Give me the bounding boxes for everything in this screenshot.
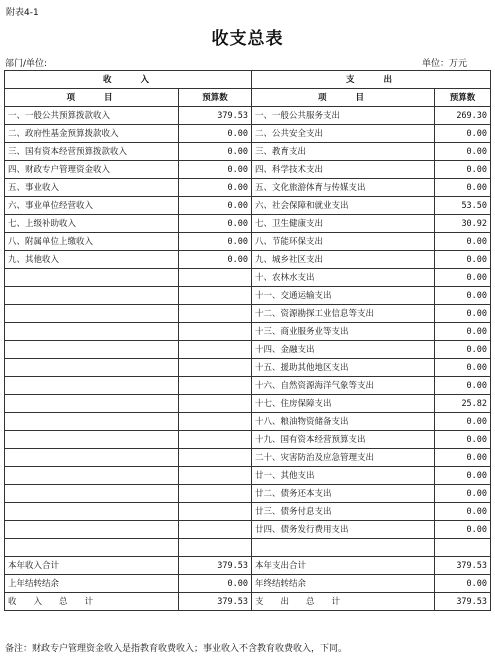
income-item-cell: [5, 359, 179, 377]
expense-item-cell: 十、农林水支出: [252, 269, 435, 287]
income-item-cell: 收 入 总 计: [5, 593, 179, 611]
expense-amount-cell: 0.00: [435, 251, 491, 269]
table-row: [5, 449, 491, 467]
table-row: [5, 467, 491, 485]
table-row: [5, 593, 491, 611]
income-amount-cell: [179, 503, 252, 521]
income-item-cell: [5, 377, 179, 395]
expense-amount-cell: 269.30: [435, 107, 491, 125]
income-item-cell: 一、一般公共预算拨款收入: [5, 107, 179, 125]
footnote: 备注：财政专户管理资金收入是指教育收费收入；事业收入不含教育收费收入，下同。: [5, 644, 348, 654]
expense-amount-cell: 53.50: [435, 197, 491, 215]
income-amount-cell: 0.00: [179, 215, 252, 233]
table-row: [5, 305, 491, 323]
expense-amount-cell: 0.00: [435, 143, 491, 161]
income-amount-cell: 0.00: [179, 125, 252, 143]
income-budget-header: 预算数: [179, 89, 252, 107]
income-item-cell: [5, 521, 179, 539]
expense-amount-cell: 0.00: [435, 377, 491, 395]
table-row: [5, 179, 491, 197]
table-row: [5, 503, 491, 521]
income-amount-cell: [179, 449, 252, 467]
income-amount-cell: 0.00: [179, 575, 252, 593]
table-row: [5, 575, 491, 593]
expense-item-cell: 十七、住房保障支出: [252, 395, 435, 413]
expense-item-cell: 二十、灾害防治及应急管理支出: [252, 449, 435, 467]
expense-amount-cell: 0.00: [435, 503, 491, 521]
income-amount-cell: 0.00: [179, 161, 252, 179]
table-row: [5, 521, 491, 539]
expense-amount-cell: 0.00: [435, 323, 491, 341]
income-amount-cell: [179, 467, 252, 485]
income-amount-cell: [179, 431, 252, 449]
income-amount-cell: [179, 323, 252, 341]
income-amount-cell: [179, 395, 252, 413]
expense-item-cell: 七、卫生健康支出: [252, 215, 435, 233]
income-amount-cell: 0.00: [179, 179, 252, 197]
expense-amount-cell: 0.00: [435, 269, 491, 287]
income-amount-cell: 0.00: [179, 143, 252, 161]
expense-amount-cell: 25.82: [435, 395, 491, 413]
expense-item-cell: 支 出 总 计: [252, 593, 435, 611]
expense-item-header: 项 目: [252, 89, 435, 107]
income-amount-cell: [179, 521, 252, 539]
column-header-row: [5, 89, 491, 107]
expense-amount-cell: 0.00: [435, 575, 491, 593]
expense-item-cell: 廿二、债务还本支出: [252, 485, 435, 503]
expense-item-cell: 一、一般公共服务支出: [252, 107, 435, 125]
expense-item-cell: 十六、自然资源海洋气象等支出: [252, 377, 435, 395]
unit-label: 单位：万元: [421, 59, 467, 69]
income-item-cell: 四、财政专户管理资金收入: [5, 161, 179, 179]
income-item-cell: 六、事业单位经营收入: [5, 197, 179, 215]
income-item-cell: 九、其他收入: [5, 251, 179, 269]
expense-section-header: 支 出: [252, 71, 491, 89]
income-item-header: 项 目: [5, 89, 179, 107]
table-row: [5, 107, 491, 125]
expense-budget-header: 预算数: [435, 89, 491, 107]
expense-item-cell: 五、文化旅游体育与传媒支出: [252, 179, 435, 197]
income-item-cell: 二、政府性基金预算拨款收入: [5, 125, 179, 143]
table-number-label: 附表4-1: [6, 8, 39, 18]
table-row: [5, 197, 491, 215]
expense-item-cell: 年终结转结余: [252, 575, 435, 593]
table-row: [5, 287, 491, 305]
expense-item-cell: 十五、援助其他地区支出: [252, 359, 435, 377]
income-amount-cell: [179, 305, 252, 323]
expense-amount-cell: 0.00: [435, 485, 491, 503]
expense-amount-cell: 0.00: [435, 449, 491, 467]
expense-item-cell: 廿四、债务发行费用支出: [252, 521, 435, 539]
expense-item-cell: 本年支出合计: [252, 557, 435, 575]
expense-item-cell: 八、节能环保支出: [252, 233, 435, 251]
expense-amount-cell: 0.00: [435, 179, 491, 197]
expense-amount-cell: 379.53: [435, 557, 491, 575]
income-item-cell: [5, 341, 179, 359]
table-row: [5, 359, 491, 377]
expense-item-cell: 六、社会保障和就业支出: [252, 197, 435, 215]
income-amount-cell: 379.53: [179, 557, 252, 575]
expense-item-cell: 三、教育支出: [252, 143, 435, 161]
page-title: 收支总表: [211, 29, 284, 49]
expense-item-cell: 十三、商业服务业等支出: [252, 323, 435, 341]
income-amount-cell: [179, 413, 252, 431]
expense-amount-cell: 0.00: [435, 305, 491, 323]
income-amount-cell: [179, 287, 252, 305]
expense-item-cell: [252, 539, 435, 557]
income-item-cell: 三、国有资本经营预算拨款收入: [5, 143, 179, 161]
table-row: [5, 161, 491, 179]
income-item-cell: [5, 287, 179, 305]
budget-summary-table: [4, 70, 491, 611]
income-amount-cell: [179, 485, 252, 503]
expense-amount-cell: 0.00: [435, 125, 491, 143]
income-item-cell: [5, 395, 179, 413]
expense-amount-cell: [435, 539, 491, 557]
table-row: [5, 539, 491, 557]
expense-item-cell: 廿一、其他支出: [252, 467, 435, 485]
expense-amount-cell: 0.00: [435, 467, 491, 485]
income-item-cell: [5, 305, 179, 323]
table-row: [5, 377, 491, 395]
income-amount-cell: [179, 539, 252, 557]
income-amount-cell: 0.00: [179, 251, 252, 269]
expense-amount-cell: 0.00: [435, 413, 491, 431]
income-item-cell: [5, 413, 179, 431]
expense-item-cell: 十一、交通运输支出: [252, 287, 435, 305]
expense-item-cell: 十四、金融支出: [252, 341, 435, 359]
table-row: [5, 557, 491, 575]
table-row: [5, 341, 491, 359]
income-item-cell: 五、事业收入: [5, 179, 179, 197]
income-amount-cell: 379.53: [179, 107, 252, 125]
income-item-cell: [5, 467, 179, 485]
table-row: [5, 143, 491, 161]
table-row: [5, 431, 491, 449]
expense-amount-cell: 0.00: [435, 287, 491, 305]
expense-item-cell: 十八、粮油物资储备支出: [252, 413, 435, 431]
table-row: [5, 269, 491, 287]
income-amount-cell: 0.00: [179, 233, 252, 251]
income-item-cell: [5, 503, 179, 521]
income-amount-cell: [179, 377, 252, 395]
expense-item-cell: 廿三、债务付息支出: [252, 503, 435, 521]
table-row: [5, 233, 491, 251]
expense-amount-cell: 0.00: [435, 521, 491, 539]
income-item-cell: [5, 323, 179, 341]
expense-amount-cell: 0.00: [435, 233, 491, 251]
income-amount-cell: [179, 341, 252, 359]
expense-item-cell: 十九、国有资本经营预算支出: [252, 431, 435, 449]
income-item-cell: 七、上级补助收入: [5, 215, 179, 233]
expense-amount-cell: 0.00: [435, 431, 491, 449]
table-row: [5, 125, 491, 143]
section-header-row: [5, 71, 491, 89]
table-row: [5, 413, 491, 431]
income-item-cell: [5, 539, 179, 557]
expense-amount-cell: 0.00: [435, 341, 491, 359]
income-section-header: 收 入: [5, 71, 252, 89]
expense-item-cell: 九、城乡社区支出: [252, 251, 435, 269]
income-item-cell: [5, 431, 179, 449]
expense-item-cell: 四、科学技术支出: [252, 161, 435, 179]
income-item-cell: [5, 485, 179, 503]
department-label: 部门/单位:: [5, 59, 48, 69]
expense-amount-cell: 0.00: [435, 359, 491, 377]
expense-amount-cell: 0.00: [435, 161, 491, 179]
table-row: [5, 323, 491, 341]
income-amount-cell: 379.53: [179, 593, 252, 611]
income-item-cell: 本年收入合计: [5, 557, 179, 575]
income-amount-cell: 0.00: [179, 197, 252, 215]
income-item-cell: 八、附属单位上缴收入: [5, 233, 179, 251]
expense-amount-cell: 30.92: [435, 215, 491, 233]
income-amount-cell: [179, 359, 252, 377]
income-item-cell: [5, 449, 179, 467]
expense-item-cell: 二、公共安全支出: [252, 125, 435, 143]
expense-amount-cell: 379.53: [435, 593, 491, 611]
income-item-cell: [5, 269, 179, 287]
table-row: [5, 215, 491, 233]
table-row: [5, 485, 491, 503]
table-row: [5, 395, 491, 413]
table-row: [5, 251, 491, 269]
income-amount-cell: [179, 269, 252, 287]
income-item-cell: 上年结转结余: [5, 575, 179, 593]
expense-item-cell: 十二、资源勘探工业信息等支出: [252, 305, 435, 323]
